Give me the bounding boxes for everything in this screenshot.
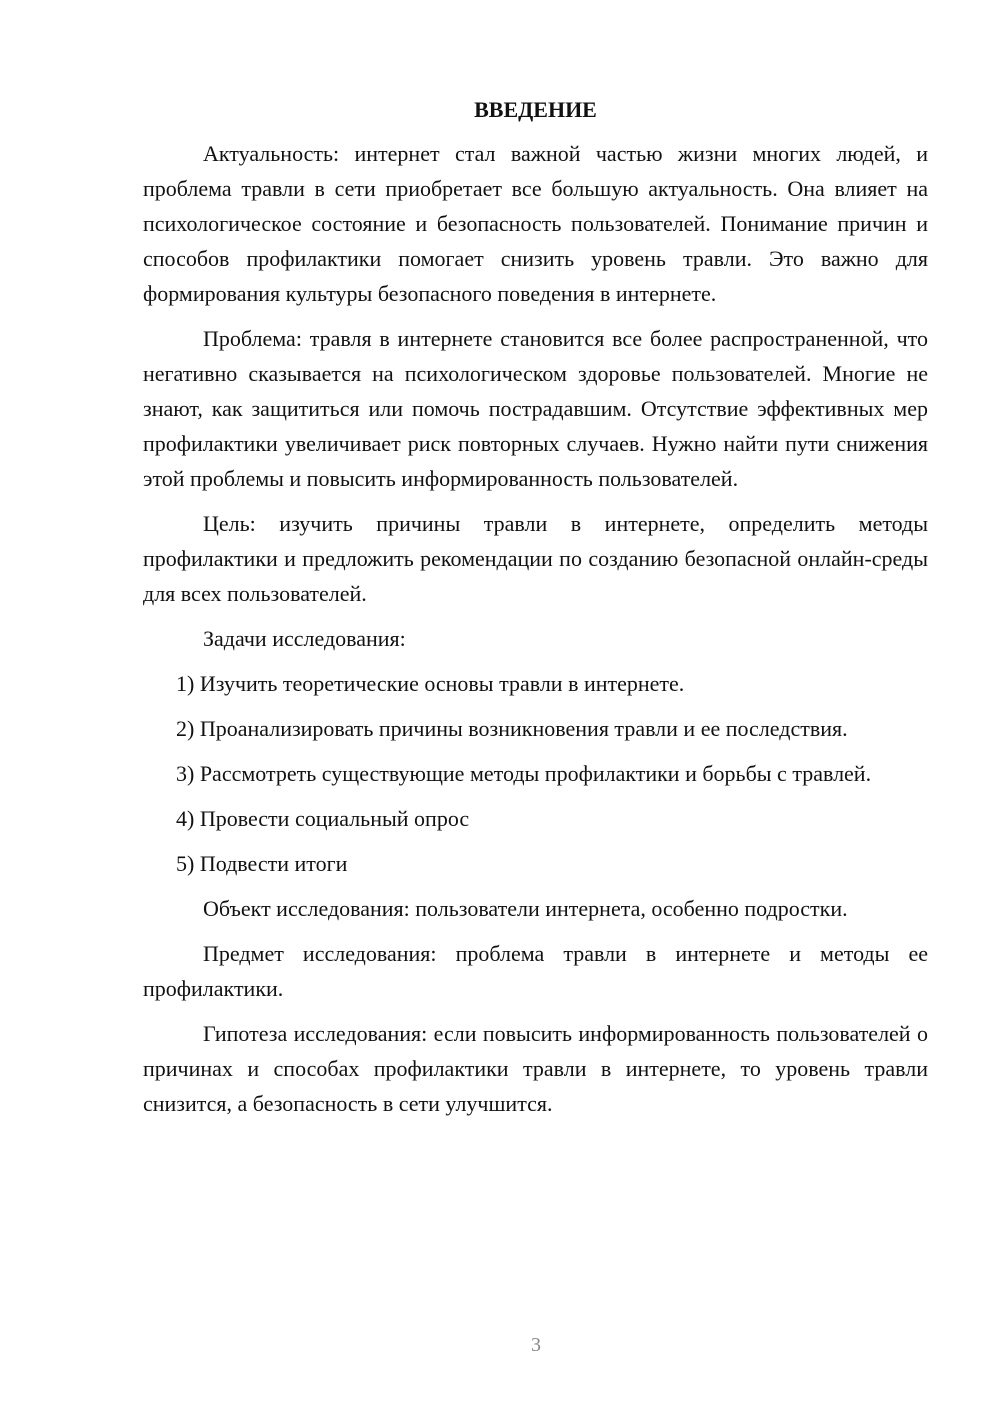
task-item-3: 3) Рассмотреть существующие методы профилактики и борьбы с травлей. [176, 761, 872, 786]
task-item-2: 2) Проанализировать причины возникновения травли и ее последствия. [176, 716, 848, 741]
paragraph-goal: Цель: изучить причины травли в интернете, определить методы профилактики и предложить рекомендации по созданию безопасной онлайн-среды для всех пользователей. [143, 511, 928, 606]
paragraph-object: Объект исследования: пользователи интернета, особенно подростки. [203, 896, 848, 921]
paragraph-hypothesis: Гипотеза исследования: если повысить информированность пользователей о причинах и способах профилактики травли в интернете, то уровень травли снизится, а безопасность в сети улучшится. [143, 1021, 928, 1116]
tasks-heading: Задачи исследования: [203, 626, 406, 651]
task-item-1: 1) Изучить теоретические основы травли в интернете. [176, 671, 685, 696]
task-item-5: 5) Подвести итоги [176, 851, 348, 876]
task-item-4: 4) Провести социальный опрос [176, 806, 470, 831]
paragraph-relevance: Актуальность: интернет стал важной частью жизни многих людей, и проблема травли в сети приобретает все большую актуальность. Она влияет на психологическое состояние и безопасность пользователей. Понимание причин и способов профилактики помогает снизить уровень травли. Это важно для формирования культуры безопасного поведения в интернете. [143, 141, 928, 306]
paragraph-subject: Предмет исследования: проблема травли в интернете и методы ее профилактики. [143, 941, 928, 1001]
paragraph-problem: Проблема: травля в интернете становится все более распространенной, что негативно сказывается на психологическом здоровье пользователей. Многие не знают, как защититься или помочь пострадавшим. Отсутствие эффективных мер профилактики увеличивает риск повторных случаев. Нужно найти пути снижения этой проблемы и повысить информированность пользователей. [143, 326, 928, 491]
page-title: ВВЕДЕНИЕ [474, 97, 597, 122]
page-number: 3 [531, 1334, 541, 1356]
document-page [143, 92, 928, 1131]
